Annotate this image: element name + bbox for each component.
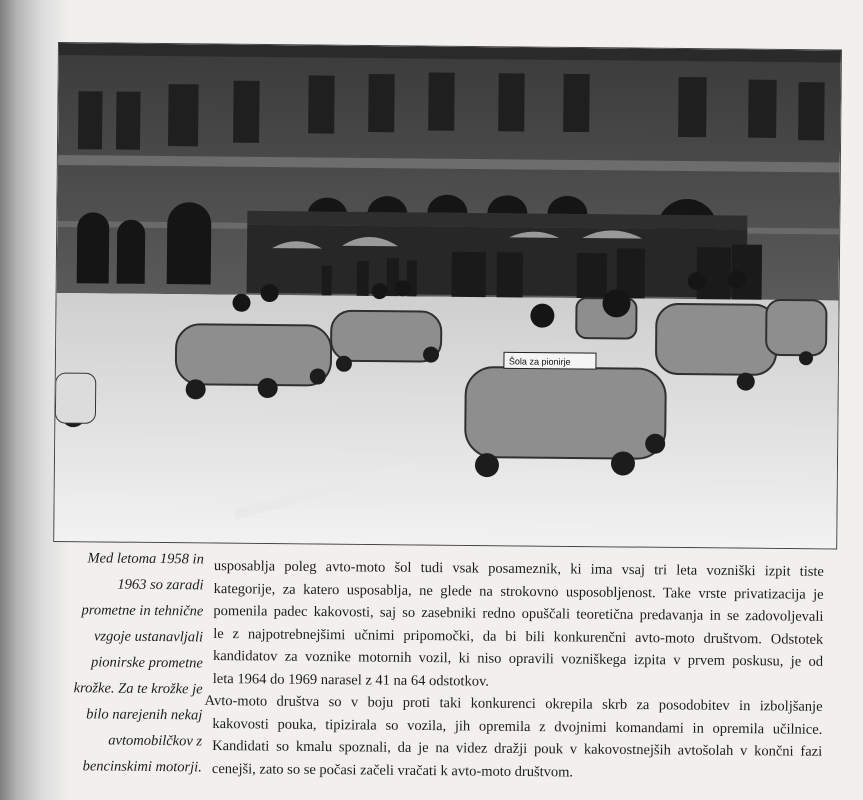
caption-line: krožke. Za te krožke je [73,680,203,698]
body-line: kandidatov za voznike motornih vozil, ki niso opravili vozniškega izpita v prvem poskusu, je od [212,647,824,670]
caption-line: prometne in tehnične [81,602,204,620]
body-paragraphs [204,555,824,786]
body-line: leta 1964 do 1969 narasel z 41 na 64 odstotkov. [212,670,490,690]
body-line: Avto-moto društva so v boju proti taki konkurenci okrepila skrb za posodobitev in izboljšanje [204,692,823,715]
body-line: pomenila padec kakovosti, saj so zasebniki redno opuščali teoretična predavanja in se zadovoljevali [213,602,824,625]
body-line: usposablja poleg avto-moto šol tudi vsak posameznik, ki ima vsaj tri leta vozniški izpit tiste [213,557,824,580]
caption-line: vzgoje ustanavljali [93,628,204,646]
body-line: kakovosti pouka, tipizirala so vozila, jih opremila z dvojnimi komandami in opremila učilnice. [212,715,823,738]
body-line: le z najpotrebnejšimi učnimi pripomočki, da bi bili konkurenčni avto-moto društvom. Odstotek [213,625,824,648]
caption-line: pionirske prometne [90,654,203,672]
car-sign-text: Šola za pionirje [508,356,571,367]
caption-line: 1963 so zaradi [117,576,204,594]
body-line: Kandidati so kmalu spoznali, da je na videz dražji pouk v kakovostnejših avtošolah v končni fazi [212,737,823,760]
caption-line: Med letoma 1958 in [87,550,204,568]
body-line: cenejši, zato so se počasi začeli vračati k avto-moto društvom. [211,760,574,780]
caption-line: avtomobilčkov z [108,732,203,750]
historic-photo [53,42,842,550]
photo-illustration [54,43,841,548]
caption-line: bencinskimi motorji. [82,758,202,776]
body-line: kategorije, za katero usposablja, ne glede na strokovno usposobljenost. Take vrste privatizacija je [213,580,824,603]
caption-line: bilo narejenih nekaj [86,706,203,724]
photo-caption [52,545,204,780]
